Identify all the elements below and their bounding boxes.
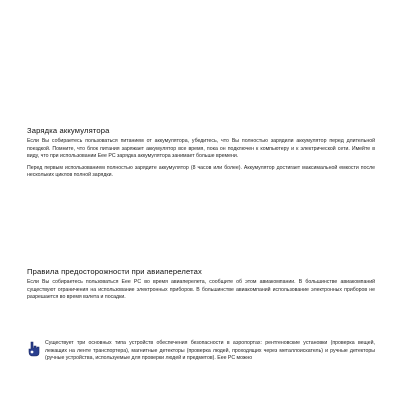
section-airplane-precautions xyxy=(27,267,375,306)
paragraph: Если Вы собираетесь пользоваться Eee PC во время авиаперелета, сообщите об этом авиакомпании. В большинстве авиакомпаний существуют ограничения на использование электронных приборов. В большинстве авиакомпаний использование электронных приборов не разрешается во время взлета и посадки. xyxy=(27,279,375,301)
note-text: Существует три основных типа устройств обеспечения безопасности в аэропортах: рентгеновские установки (проверка вещей, лежащих на ленте транспортера), магнитные детекторы (проверка людей, проходящих через металлоискатель) и ручные детекторы (ручные устройства, используемые для проверки людей и предметов). Eee PC можно xyxy=(45,340,375,362)
section-battery-charging xyxy=(27,126,375,184)
hand-pointer-icon xyxy=(27,341,41,357)
section-heading: Зарядка аккумулятора xyxy=(27,126,110,135)
section-heading: Правила предосторожности при авиаперелетах xyxy=(27,267,202,276)
paragraph: Перед первым использованием полностью зарядите аккумулятор (8 часов или более). Аккумулятор достигает максимальной емкости после нескольких циклов полной зарядки. xyxy=(27,164,375,179)
paragraph: Если Вы собираетесь пользоваться питанием от аккумулятора, убедитесь, что Вы полностью зарядили аккумулятор перед длительной поездкой. Помните, что блок питания заряжает аккумулятор все время, пока он подключен к компьютеру и к электрической сети. Имейте в виду, что при использовании Eee PC зарядка аккумулятора занимает больше времени. xyxy=(27,138,375,160)
note-callout xyxy=(27,340,375,363)
